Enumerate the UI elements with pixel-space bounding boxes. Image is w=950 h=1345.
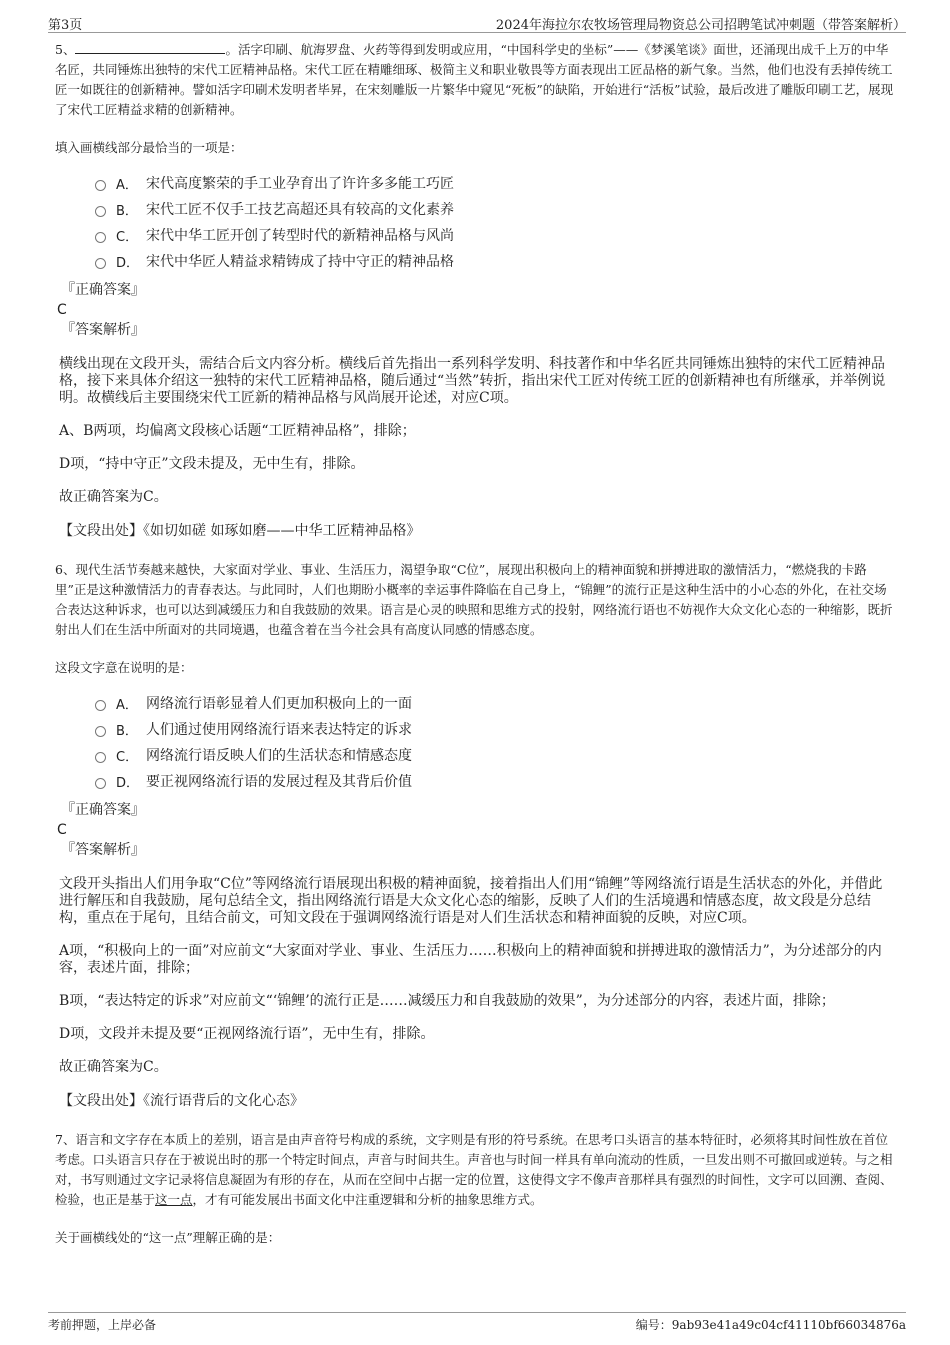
option-text: 宋代中华工匠开创了转型时代的新精神品格与风尚 [146,228,454,244]
q6-analysis-4: D项，文段并未提及要“正视网络流行语”，无中生有，排除。 [59,1026,435,1042]
q6-analysis-1: 文段开头指出人们用争取“C位”等网络流行语展现出积极的精神面貌，接着指出人们用“锦鲤”等网络流行语是生活状态的外化，并借此进行解压和自我鼓励，尾句总结全文，指出网络流行语是大众文化心态的缩影，反映了人们的生活境遇和情感态度，故文段是分总结构，重点在于尾句，且结合前文，可知文段在于强调网络流行语是对人们生活状态和精神面貌的反映，对应C项。 [59,876,883,926]
q6-answer: C [57,822,67,838]
footer-code: 编号：9ab93e41a49c04cf41110bf66034876a [635,1318,906,1332]
q7-underline: 这一点 [155,1192,193,1207]
q6-analysis-2: A项，“积极向上的一面”对应前文“大家面对学业、事业、生活压力……积极向上的精神面貌和拼搏进取的激情活力”，为分述部分的内容，表述片面，排除； [59,943,882,976]
q5-analysis-2: A、B两项，均偏离文段核心话题“工匠精神品格”，排除； [59,423,416,439]
q5-option-a[interactable]: A． 宋代高度繁荣的手工业孕育出了许许多多能工巧匠 [95,170,895,196]
q6-analysis-3: B项，“表达特定的诉求”对应前文“‘锦鲤’的流行正是……减缓压力和自我鼓励的效果”，为分述部分的内容，表述片面，排除； [59,993,835,1009]
q5-analysis-4: 故正确答案为C。 [59,489,168,505]
radio-icon[interactable] [95,700,106,711]
q5-analysis-label: 『答案解析』 [61,322,145,338]
q5-answer: C [57,302,67,318]
q6-stem: 6、现代生活节奏越来越快，大家面对学业、事业、生活压力，渴望争取“C位”，展现出积极向上的精神面貌和拼搏进取的激情活力，“燃烧我的卡路里”正是这种激情活力的青春表达。与此同时，人们也期盼小概率的幸运事件降临在自己身上，“锦鲤”的流行正是这种生活中的小心态的外化，在社交场合表达这种诉求，也可以达到减缓压力和自我鼓励的效果。语言是心灵的映照和思维方式的投射，网络流行语也不妨视作大众文化心态的一种缩影，既折射出人们在生活中所面对的共同境遇，也蕴含着在当今社会具有高度认同感的情感态度。 [55,562,893,637]
q5-answer-label: 『正确答案』 [61,282,145,298]
q5-text: 。活字印刷、航海罗盘、火药等得到发明或应用，“中国科学史的坐标”——《梦溪笔谈》面世，还涌现出成千上万的中华名匠，共同锤炼出独特的宋代工匠精神品格。宋代工匠在精雕细琢、极简主义和职业敬畏等方面表现出工匠品格的新气象。当然，他们也没有丢掉传统工匠一如既往的创新精神。譬如活字印刷术发明者毕昇，在宋刻雕版一片繁华中窥见“死板”的缺陷，开始进行“活板”试验，最后改进了雕版印刷工艺，展现了宋代工匠精益求精的创新精神。 [55,42,894,117]
q6-option-d[interactable]: D． 要正视网络流行语的发展过程及其背后价值 [95,768,895,794]
q6-option-a[interactable]: A． 网络流行语彰显着人们更加积极向上的一面 [95,690,895,716]
q5-prompt: 填入画横线部分最恰当的一项是： [55,140,243,155]
q7-prompt: 关于画横线处的“这一点”理解正确的是： [55,1230,281,1245]
radio-icon[interactable] [95,258,106,269]
page-footer [48,1312,906,1332]
option-text: 宋代高度繁荣的手工业孕育出了许许多多能工巧匠 [146,176,454,192]
q5-options [95,170,895,274]
q6-analysis-5: 故正确答案为C。 [59,1059,168,1075]
document-title: 2024年海拉尔农牧场管理局物资总公司招聘笔试冲刺题（带答案解析） [495,18,906,33]
q6-source: 【文段出处】《流行语背后的文化心态》 [59,1093,304,1109]
option-text: 网络流行语反映人们的生活状态和情感态度 [146,748,412,764]
q6-analysis-label: 『答案解析』 [61,842,145,858]
q5-option-c[interactable]: C． 宋代中华工匠开创了转型时代的新精神品格与风尚 [95,222,895,248]
q6-option-b[interactable]: B． 人们通过使用网络流行语来表达特定的诉求 [95,716,895,742]
q5-blank [75,41,225,54]
q5-number: 5、 [55,42,76,57]
radio-icon[interactable] [95,232,106,243]
option-text: 人们通过使用网络流行语来表达特定的诉求 [146,722,412,738]
option-text: 宋代中华匠人精益求精铸成了持中守正的精神品格 [146,254,454,270]
page-number: 第3页 [48,18,83,33]
radio-icon[interactable] [95,752,106,763]
option-text: 宋代工匠不仅手工技艺高超还具有较高的文化素养 [146,202,454,218]
radio-icon[interactable] [95,778,106,789]
page-header [48,12,906,33]
q6-option-c[interactable]: C． 网络流行语反映人们的生活状态和情感态度 [95,742,895,768]
q7-stem [55,1130,895,1210]
radio-icon[interactable] [95,206,106,217]
option-text: 要正视网络流行语的发展过程及其背后价值 [146,774,412,790]
q5-stem [55,40,895,120]
q5-option-b[interactable]: B． 宋代工匠不仅手工技艺高超还具有较高的文化素养 [95,196,895,222]
q5-analysis-1: 横线出现在文段开头，需结合后文内容分析。横线后首先指出一系列科学发明、科技著作和中华名匠共同锤炼出独特的宋代工匠精神品格，接下来具体介绍这一独特的宋代工匠精神品格，随后通过“当然”转折，指出宋代工匠对传统工匠的创新精神也有所继承，并举例说明。故横线后主要围绕宋代工匠新的精神品格与风尚展开论述，对应C项。 [59,356,886,406]
q6-prompt: 这段文字意在说明的是： [55,660,193,675]
footer-slogan: 考前押题，上岸必备 [48,1318,157,1332]
radio-icon[interactable] [95,726,106,737]
q5-analysis-3: D项，“持中守正”文段未提及，无中生有，排除。 [59,456,365,472]
q7-text-a: 7、语言和文字存在本质上的差别，语言是由声音符号构成的系统，文字则是有形的符号系统。在思考口头语言的基本特征时，必须将其时间性放在首位考虑。口头语言只存在于被说出时的那一个特定时间点，声音与时间共生。声音也与时间一样具有单向流动的性质，一旦发出则不可撤回或逆转。与之相对，书写则通过文字记录将信息凝固为有形的存在，从而在空间中占据一定的位置，这使得文字不像声音那样具有强烈的时间性，文字可以回溯、查阅、检验，也正是基于 [55,1132,893,1207]
radio-icon[interactable] [95,180,106,191]
q5-source: 【文段出处】《如切如磋 如琢如磨——中华工匠精神品格》 [59,523,421,539]
q7-text-b: ，才有可能发展出书面文化中注重逻辑和分析的抽象思维方式。 [192,1192,543,1207]
q6-answer-label: 『正确答案』 [61,802,145,818]
q6-options [95,690,895,794]
option-text: 网络流行语彰显着人们更加积极向上的一面 [146,696,412,712]
page-content [55,40,895,1260]
q5-option-d[interactable]: D． 宋代中华匠人精益求精铸成了持中守正的精神品格 [95,248,895,274]
